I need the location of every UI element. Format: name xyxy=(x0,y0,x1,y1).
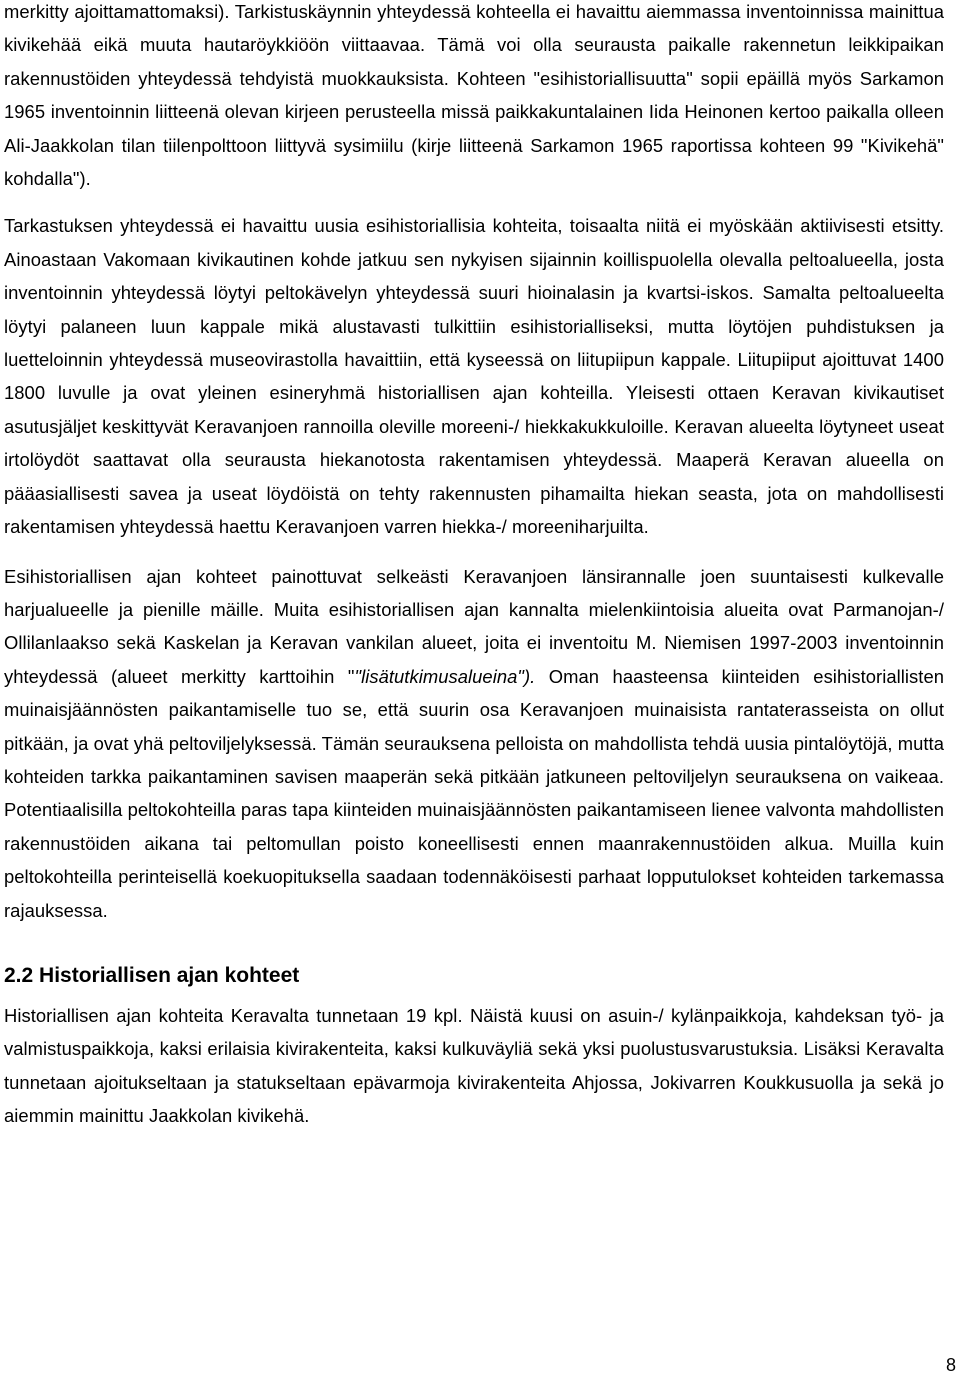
document-page xyxy=(4,0,944,1133)
body-paragraph-3-italic: "lisätutkimusalueina"). xyxy=(354,665,536,687)
body-paragraph-2: Tarkastuksen yhteydessä ei havaittu uusia esihistoriallisia kohteita, toisaalta niitä ei myöskään aktiivisesti etsitty. Ainoastaan Vakomaan kivikautinen kohde jatkuu sen nykyisen sijainnin koillispuolella olevalla peltoalueella, josta inventoinnin yhteydessä löytyi peltokävelyn yhteydessä suuri hioinalasin ja kvartsi-iskos. Samalta peltoalueelta löytyi palaneen luun kappale mikä alustavasti tulkittiin esihistorialliseksi, mutta löytöjen puhdistuksen ja luetteloinnin yhteydessä museovirastolla havaittiin, että kyseessä on liitupiipun kappale. Liitupiiput ajoittuvat 1400 1800 luvulle ja ovat yleinen esineryhmä historiallisen ajan kohteilla. Yleisesti ottaen Keravan kivikautiset asutusjäljet keskittyvät Keravanjoen rannoilla oleville moreeni-/ hiekkakukkuloille. Keravan alueelta löytyneet useat irtolöydöt saattavat olla seurausta hiekanotosta rakentamisen yhteydessä. Maaperä Keravan alueella on pääasiallisesti savea ja useat löydöistä on tehty rakennusten pihamailta hiekan seasta, jota on mahdollisesti rakentamisen yhteydessä haettu Keravanjoen varren hiekka-/ moreeniharjuilta. xyxy=(4,215,944,538)
section-paragraph: Historiallisen ajan kohteita Keravalta tunnetaan 19 kpl. Näistä kuusi on asuin-/ kylänpaikkoja, kahdeksan työ- ja valmistuspaikkoja, kaksi erilaisia kivirakenteita, kaksi kulkuväyliä sekä yksi puolustusvarustuksia. Lisäksi Keravalta tunnetaan ajoitukseltaan ja statukseltaan epävarmoja kivirakenteita Ahjossa, Jokivarren Koukkusuolla ja sekä jo aiemmin mainittu Jaakkolan kivikehä. xyxy=(4,1004,944,1127)
section-heading: 2.2 Historiallisen ajan kohteet xyxy=(4,963,300,987)
body-paragraph-3-part-a: Esihistoriallisen ajan kohteet painottuvat selkeästi Keravanjoen länsirannalle joen suuntaisesti kulkevalle harjualueelle ja pienille mäille. Muita esihistoriallisen ajan kannalta mielenkiintoisia alueita ovat Parmanojan-/ Ollilanlaakso sekä Kaskelan ja Keravan vankilan alueet, joita ei inventoitu M. Niemisen 1997-2003 inventoinnin yhteydessä (alueet merkitty karttoihin " xyxy=(4,565,944,687)
body-paragraph-1: merkitty ajoittamattomaksi). Tarkistuskäynnin yhteydessä kohteella ei havaittu aiemmassa inventoinnissa mainittua kivikehää eikä muuta hautaröykkiöön viittaavaa. Tämä voi olla seurausta paikalle rakennetun leikkipaikan rakennustöiden yhteydessä tehdyistä muokkauksista. Kohteen "esihistoriallisuutta" sopii epäillä myös Sarkamon 1965 inventoinnin liitteenä olevan kirjeen perusteella missä paikkakuntalainen Iida Heinonen kertoo paikalla olleen Ali-Jaakkolan tilan tiilenpolttoon liittyvä sysimiilu (kirje liitteenä Sarkamon 1965 raportissa kohteen 99 "Kivikehä" kohdalla"). xyxy=(4,1,944,190)
body-paragraph-3-part-b: Oman haasteensa kiinteiden esihistoriallisten muinaisjäännösten paikantamiselle tuo se, että suurin osa Keravanjoen muinaisista rantaterasseista on ollut pitkään, ja ovat yhä peltoviljelyksessä. Tämän seurauksena pelloista on mahdollista tehdä uusia pintalöytöjä, mutta kohteiden tarkka paikantaminen savisen maaperän sekä pitkään jatkuneen peltoviljelyn seurauksena on vaikeaa. Potentiaalisilla peltokohteilla paras tapa kiinteiden muinaisjäännösten paikantamiseen lienee valvonta mahdollisten rakennustöiden aikana tai peltomullan poisto koneellisesti ennen maanrakennustöiden alkua. Muilla kuin peltokohteilla perinteisellä koekuopituksella saadaan todennäköisesti parhaat lopputulokset kohteiden tarkemassa rajauksessa. xyxy=(4,665,944,921)
body-paragraph-3 xyxy=(4,560,944,927)
page-number: 8 xyxy=(945,1355,956,1375)
